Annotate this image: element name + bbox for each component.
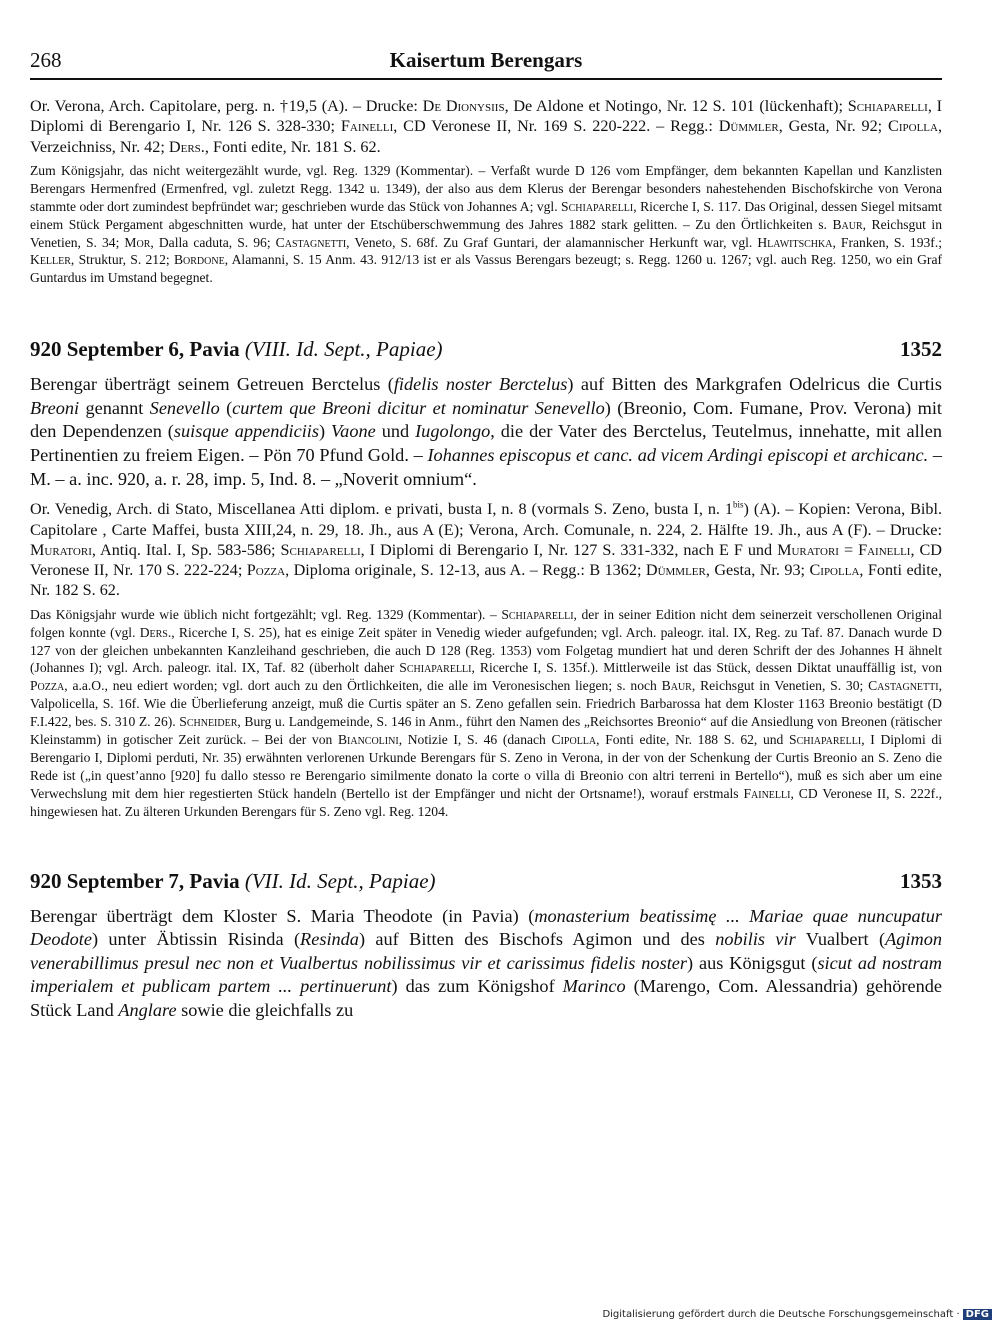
entry-1352-commentary: Das Königsjahr wurde wie üblich nicht fortgezählt; vgl. Reg. 1329 (Kommentar). – Schiaparelli, der in seiner Edition nicht dem seinerzeit verschollenen Original folgen konnte (vgl. Ders., Ricerche I, S. 25), hat es einige Zeit später in Venedig wieder aufgefunden; vgl. Arch. paleogr. ital. IX, Reg. zu Taf. 87. Danach wurde D 127 von der gleichen unbekannten Kanzleihand geschrieben, die auch D 128 (Reg. 1353) vom Folgetag mundiert hat und deren Schrift der des Johannes H ähnelt (Johannes I); vgl. Arch. paleogr. ital. IX, Taf. 82 (überholt daher Schiaparelli, Ricerche I, S. 135f.). Mittlerweile ist das Stück, dessen Diktat unauffällig ist, von Pozza, a.a.O., neu ediert worden; vgl. dort auch zu den Örtlichkeiten, die alle im Veronesischen liegen; s. noch Baur, Reichsgut in Venetien, S. 30; Castagnetti, Valpolicella, S. 16f. Wie die Überlieferung anzeigt, muß die Curtis später an S. Zeno gefallen sein. Friedrich Barbarossa hat dem Kloster 1163 Breonio bestätigt (D F.I.422, bes. S. 310 Z. 26). Schneider, Burg u. Landgemeinde, S. 146 in Anm., führt den Namen des „Reichsortes Breonio“ auf die Ansiedlung von Breonen (rätischer Kleinstamm) in gotischer Zeit zurück. – Bei der von Biancolini, Notizie I, S. 46 (danach Cipolla, Fonti edite, Nr. 188 S. 62, und Schiaparelli, I Diplomi di Berengario I, Diplomi perduti, Nr. 35) erwähnten verlorenen Urkunde Berengars für S. Zeno in Verona, in der von der Schenkung der Curtis Breonio an S. Zeno die Rede ist („in quest’anno [920] fu dallo stesso re Berengario similmente donato la corte o villa di Breonio con altri terreni in Bertello“), muß es sich aber um eine Verwechslung mit dem hier regestierten Stück handeln (Bertello ist der Empfänger und nicht der Ortsname!), worauf erstmals Fainelli, CD Veronese II, S. 222f., hingewiesen hat. Zu älteren Urkunden Berengars für S. Zeno vgl. Reg. 1204. — [30, 606, 943, 819]
prev-commentary: Zum Königsjahr, das nicht weitergezählt wurde, vgl. Reg. 1329 (Kommentar). – Verfaßt wurde D 126 vom Empfänger, dem bekannten Kapellan und Kanzlisten Berengars Hermenfred (Ermenfred, vgl. zuletzt Regg. 1342 u. 1349), der also aus dem Klerus der Berengar besonders nahestehenden Bischofskirche von Verona stammte oder dort zumindest bepfründet war; geschrieben wurde das Stück von Johannes A; vgl. Schiaparelli, Ricerche I, S. 117. Das Original, dessen Siegel mitsamt einem Stück Pergament abgeschnitten wurde, hat unter der Etschüberschwemmung des Jahres 1882 stark gelitten. – Zu den Örtlichkeiten s. Baur, Reichsgut in Venetien, S. 34; Mor, Dalla caduta, S. 96; Castagnetti, Veneto, S. 68f. Zu Graf Guntari, der alamannischer Herkunft war, vgl. Hlawitschka, Franken, S. 193f.; Keller, Struktur, S. 212; Bordone, Alamanni, S. 15 Anm. 43. 912/13 ist er als Vassus Berengars bezeugt; s. Regg. 1260 u. 1267; vgl. auch Reg. 1250, wo ein Graf Guntardus im Umstand begegnet. — [30, 162, 943, 286]
dfg-logo: DFG — [963, 1309, 992, 1320]
running-head — [30, 44, 942, 80]
entry-1352-source-note: Or. Venedig, Arch. di Stato, Miscellanea Atti diplom. e privati, busta I, n. 8 (vormals S. Zeno, busta I, n. $1^{bis}$) (A). – Kopien: Verona, Bibl. Capitolare , Carte Maffei, busta XIII,24, n. 29, 18. Jh., aus A (E); Verona, Arch. Comunale, n. 224, 2. Hälfte 19. Jh., aus A (F). – Drucke: Muratori, Antiq. Ital. I, Sp. 583-586; Schiaparelli, I Diplomi di Berengario I, Nr. 127 S. 331-332, nach E F und Muratori = Fainelli, CD Veronese II, Nr. 170 S. 222-224; Pozza, Diploma originale, S. 12-13, aus A. – Regg.: B 1362; Dümmler, Gesta, Nr. 93; Cipolla, Fonti edite, Nr. 182 S. 62. — [30, 499, 943, 600]
entry-1352-number: 1352 — [900, 337, 942, 362]
entry-1353-heading — [30, 869, 942, 905]
digitization-footer: Digitalisierung gefördert durch die Deutsche Forschungsgemeinschaft · DFG — [602, 1309, 992, 1320]
running-title: Kaisertum Berengars — [389, 48, 583, 72]
entry-1352-heading — [30, 337, 942, 373]
footer-text: Digitalisierung gefördert durch die Deutsche Forschungsgemeinschaft — [602, 1309, 954, 1320]
document-page — [30, 44, 942, 1023]
entry-1353-date: 920 September 7, Pavia (VII. Id. Sept., Papiae) — [30, 868, 436, 893]
prev-source-note: Or. Verona, Arch. Capitolare, perg. n. †19,5 (A). – Drucke: De Dionysiis, De Aldone et Notingo, Nr. 12 S. 101 (lückenhaft); Schiaparelli, I Diplomi di Berengario I, Nr. 126 S. 328-330; Fainelli, CD Veronese II, Nr. 169 S. 220-222. – Regg.: Dümmler, Gesta, Nr. 92; Cipolla, Verzeichniss, Nr. 42; Ders., Fonti edite, Nr. 181 S. 62. — [30, 97, 942, 156]
page-number: 268 — [30, 48, 62, 72]
entry-1353-regest: Berengar überträgt dem Kloster S. Maria Theodote (in Pavia) (monasterium beatissimę ... Mariae quae nuncupatur Deodote) unter Äbtissin Risinda (Resinda) auf Bitten des Bischofs Agimon und des nobilis vir Vualbert (Agimon venerabillimus presul nec non et Vualbertus nobilissimus vir et carissimus fidelis noster) aus Königsgut (sicut ad nostram imperialem et publicam partem ... pertinuerunt) das zum Königshof Marinco (Marengo, Com. Alessandria) gehörende Stück Land Anglare sowie die gleichfalls zu — [30, 905, 943, 1020]
entry-1352-regest: Berengar überträgt seinem Getreuen Berctelus (fidelis noster Berctelus) auf Bitten des Markgrafen Odelricus die Curtis Breoni genannt Senevello (curtem que Breoni dicitur et nominatur Senevello) (Breonio, Com. Fumane, Prov. Verona) mit den Dependenzen (suisque appendiciis) Vaone und Iugolongo, die der Vater des Berctelus, Teutelmus, innehatte, mit allen Pertinentien zu freiem Eigen. – Pön 70 Pfund Gold. – Iohannes episcopus et canc. ad vicem Ardingi episcopi et archicanc. – M. – a. inc. 920, a. r. 28, imp. 5, Ind. 8. – „Noverit omnium“. — [30, 374, 943, 489]
entry-1353-number: 1353 — [900, 868, 942, 893]
entry-1352-date: 920 September 6, Pavia (VIII. Id. Sept., Papiae) — [30, 337, 443, 362]
